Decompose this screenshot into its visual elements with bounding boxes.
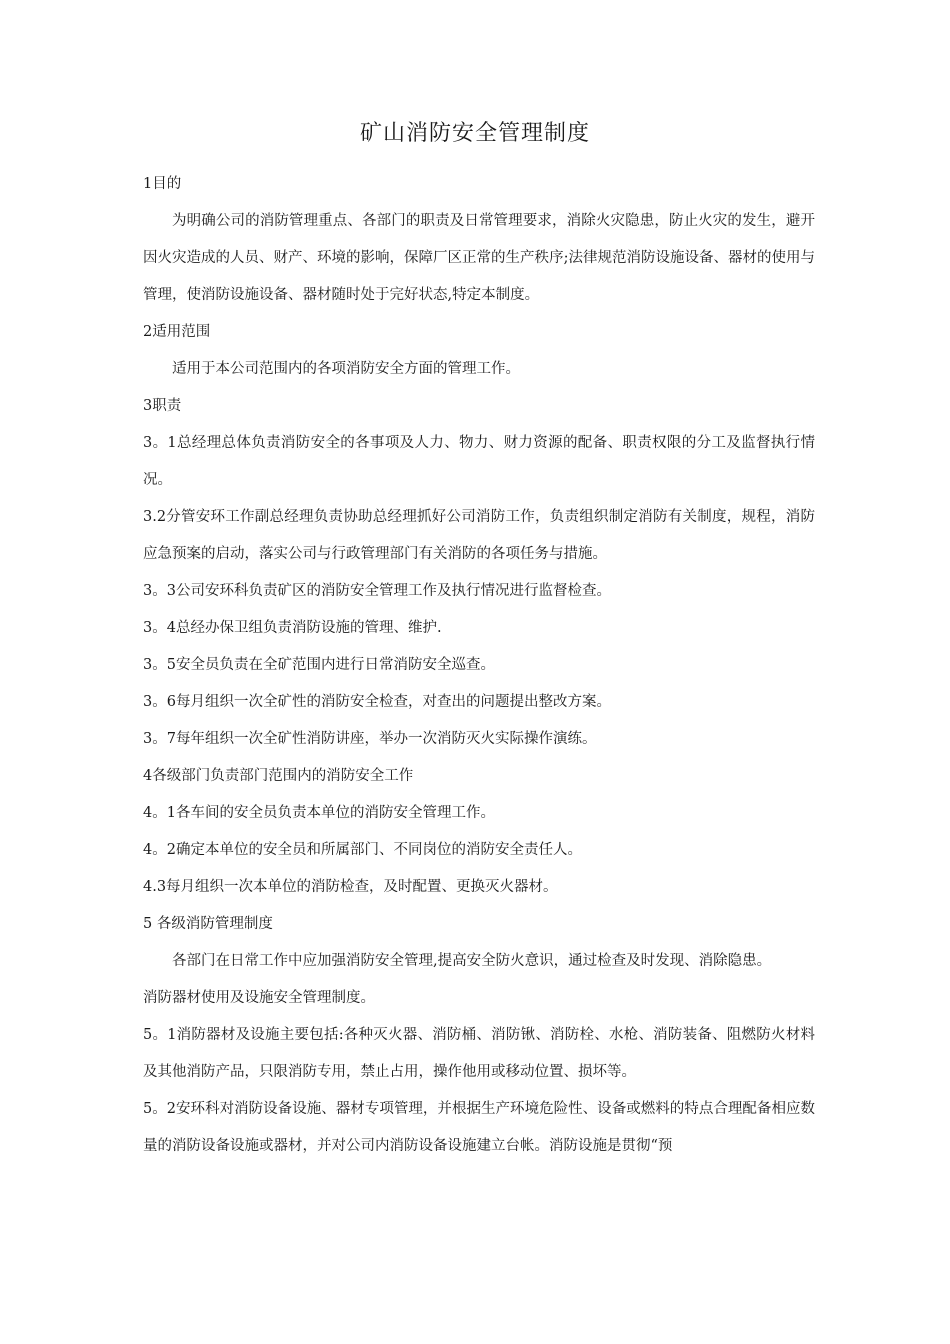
clause-3-3: 3。3公司安环科负责矿区的消防安全管理工作及执行情况进行监督检查。 xyxy=(143,583,611,599)
clause-3-4: 3。4总经办保卫组负责消防设施的管理、维护. xyxy=(143,620,442,636)
clause-4-3: 4.3每月组织一次本单位的消防检查，及时配置、更换灭火器材。 xyxy=(143,879,558,895)
clause-5-1: 5。1消防器材及设施主要包括:各种灭火器、消防桶、消防锹、消防栓、水枪、消防装备、阻燃防火材料及其他消防产品，只限消防专用，禁止占用，操作他用或移动位置、损坏等。 xyxy=(143,1027,815,1080)
clause-3-2: 3.2分管安环工作副总经理负责协助总经理抓好公司消防工作，负责组织制定消防有关制度，规程，消防应急预案的启动，落实公司与行政管理部门有关消防的各项任务与措施。 xyxy=(143,509,815,562)
clause-3-1: 3。1总经理总体负责消防安全的各事项及人力、物力、财力资源的配备、职责权限的分工及监督执行情况。 xyxy=(143,435,815,488)
section-heading-purpose: 1目的 xyxy=(143,176,182,192)
document-body xyxy=(143,166,815,1165)
clause-3-7: 3。7每年组织一次全矿性消防讲座，举办一次消防灭火实际操作演练。 xyxy=(143,731,597,747)
paragraph-management: 各部门在日常工作中应加强消防安全管理,提高安全防火意识，通过检查及时发现、消除隐患。 xyxy=(172,953,772,969)
clause-3-6: 3。6每月组织一次全矿性的消防安全检查，对查出的问题提出整改方案。 xyxy=(143,694,611,710)
section-heading-departments: 4各级部门负责部门范围内的消防安全工作 xyxy=(143,768,414,784)
paragraph-scope: 适用于本公司范围内的各项消防安全方面的管理工作。 xyxy=(172,361,520,377)
section-heading-management: 5 各级消防管理制度 xyxy=(143,916,273,932)
clause-3-5: 3。5安全员负责在全矿范围内进行日常消防安全巡查。 xyxy=(143,657,495,673)
clause-4-1: 4。1各车间的安全员负责本单位的消防安全管理工作。 xyxy=(143,805,495,821)
section-heading-duties: 3职责 xyxy=(143,398,182,414)
clause-4-2: 4。2确定本单位的安全员和所属部门、不同岗位的消防安全责任人。 xyxy=(143,842,582,858)
document-title: 矿山消防安全管理制度 xyxy=(359,121,590,146)
section-heading-scope: 2适用范围 xyxy=(143,324,211,340)
paragraph-purpose: 为明确公司的消防管理重点、各部门的职责及日常管理要求，消除火灾隐患，防止火灾的发生，避开因火灾造成的人员、财产、环境的影响，保障厂区正常的生产秩序;法律规范消防设施设备、器材的使用与管理，使消防设施设备、器材随时处于完好状态,特定本制度。 xyxy=(143,213,815,303)
paragraph-equipment-rules: 消防器材使用及设施安全管理制度。 xyxy=(143,990,375,1006)
clause-5-2: 5。2安环科对消防设备设施、器材专项管理，并根据生产环境危险性、设备或燃料的特点合理配备相应数量的消防设备设施或器材，并对公司内消防设备设施建立台帐。消防设施是贯彻“预 xyxy=(143,1101,815,1154)
